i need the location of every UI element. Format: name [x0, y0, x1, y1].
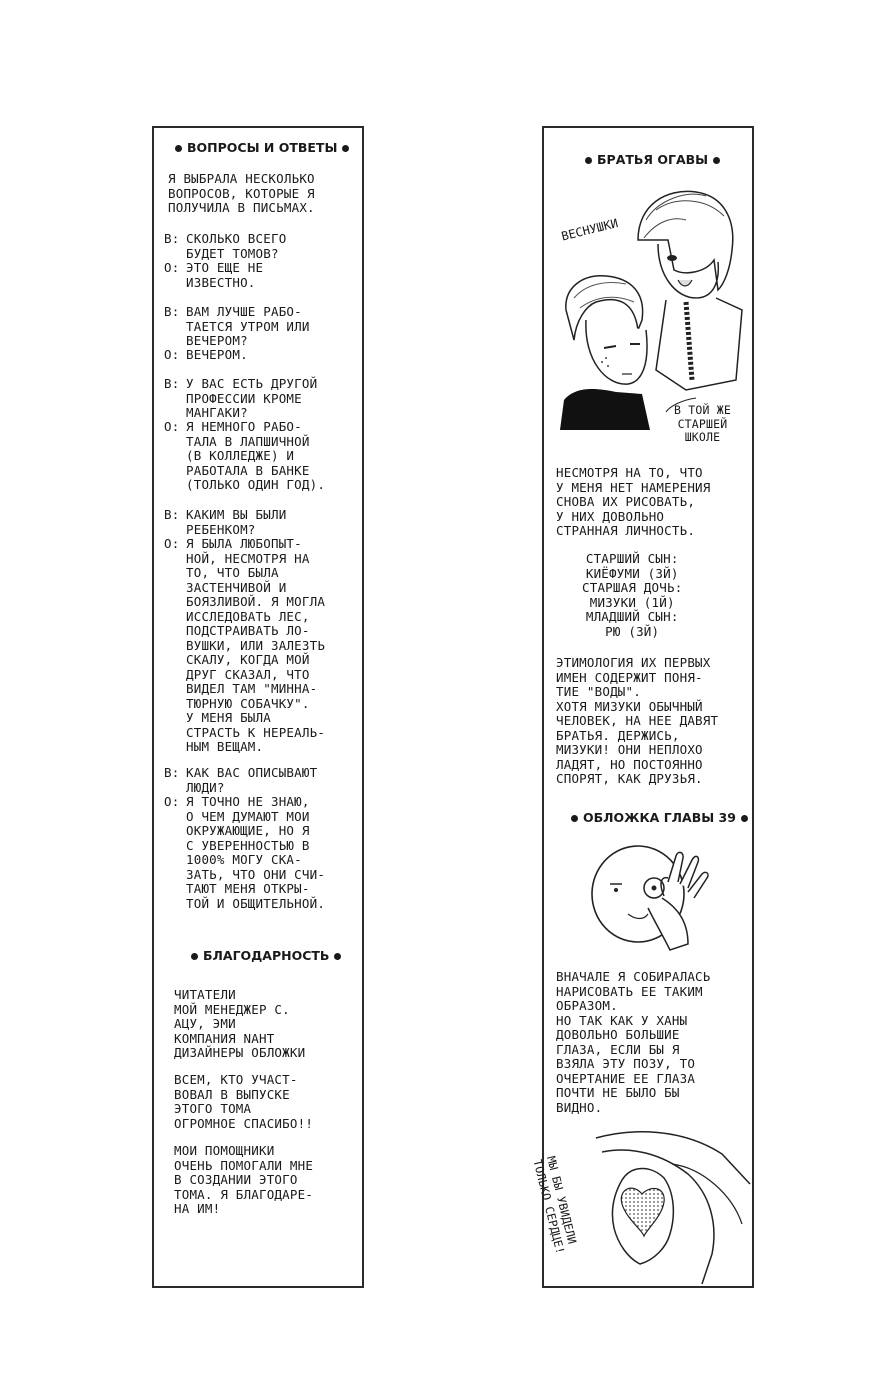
- question-5: КАК ВАС ОПИСЫВАЮТ ЛЮДИ?: [186, 765, 318, 795]
- a-label: О:: [164, 536, 180, 551]
- bullet-icon: [741, 815, 748, 822]
- answer-1: ЭТО ЕЩЕ НЕ ИЗВЕСТНО.: [186, 260, 264, 290]
- answer-5: Я ТОЧНО НЕ ЗНАЮ, О ЧЕМ ДУМАЮТ МОИ ОКРУЖАЮЩИЕ, НО Я С УВЕРЕННОСТЬЮ В 1000% МОГУ СКА- ЗАТЬ, ЧТО ОНИ СЧИ- ТАЮТ МЕНЯ ОТКРЫ- ТОЙ И ОБЩИТЕЛЬНОЙ.: [186, 794, 326, 911]
- cover-header: ОБЛОЖКА ГЛАВЫ 39: [566, 810, 753, 825]
- question-3: У ВАС ЕСТЬ ДРУГОЙ ПРОФЕССИИ КРОМЕ МАНГАКИ?: [186, 376, 318, 420]
- q-label: В:: [164, 231, 180, 246]
- brothers-header: БРАТЬЯ ОГАВЫ: [580, 152, 725, 167]
- q-label: В:: [164, 507, 180, 522]
- bullet-icon: [342, 145, 349, 152]
- q-label: В:: [164, 765, 180, 780]
- answer-2: ВЕЧЕРОМ.: [186, 347, 248, 362]
- bullet-icon: [334, 953, 341, 960]
- bullet-icon: [571, 815, 578, 822]
- thanks-paragraph-1: ВСЕМ, КТО УЧАСТ- ВОВАЛ В ВЫПУСКЕ ЭТОГО ТОМА ОГРОМНОЕ СПАСИБО!!: [174, 1072, 314, 1131]
- thanks-header: БЛАГОДАРНОСТЬ: [186, 948, 346, 963]
- freckles-label: ВЕСНУШКИ: [560, 216, 620, 244]
- question-1: СКОЛЬКО ВСЕГО БУДЕТ ТОМОВ?: [186, 231, 287, 261]
- a-label: О:: [164, 419, 180, 434]
- bullet-icon: [191, 953, 198, 960]
- question-2: ВАМ ЛУЧШЕ РАБО- ТАЕТСЯ УТРОМ ИЛИ ВЕЧЕРОМ?: [186, 304, 310, 348]
- answer-3: Я НЕМНОГО РАБО- ТАЛА В ЛАПШИЧНОЙ (В КОЛЛЕДЖЕ) И РАБОТАЛА В БАНКЕ (ТОЛЬКО ОДИН ГОД).: [186, 419, 326, 492]
- q-label: В:: [164, 304, 180, 319]
- left-column: [152, 126, 364, 1288]
- a-label: О:: [164, 794, 180, 809]
- brothers-paragraph-1: НЕСМОТРЯ НА ТО, ЧТО У МЕНЯ НЕТ НАМЕРЕНИЯ СНОВА ИХ РИСОВАТЬ, У НИХ ДОВОЛЬНО СТРАННАЯ ЛИЧНОСТЬ.: [556, 465, 711, 538]
- heart-hands-sketch: [592, 1124, 752, 1284]
- question-4: КАКИМ ВЫ БЫЛИ РЕБЕНКОМ?: [186, 507, 287, 537]
- bullet-icon: [713, 157, 720, 164]
- a-label: О:: [164, 347, 180, 362]
- qa-header: ВОПРОСЫ И ОТВЕТЫ: [170, 140, 354, 155]
- thanks-list: ЧИТАТЕЛИ МОЙ МЕНЕДЖЕР С. АЦУ, ЭМИ КОМПАНИЯ NAHT ДИЗАЙНЕРЫ ОБЛОЖКИ: [174, 987, 306, 1060]
- ogawa-brothers-illustration: [546, 180, 754, 430]
- thanks-paragraph-2: МОИ ПОМОЩНИКИ ОЧЕНЬ ПОМОГАЛИ МНЕ В СОЗДАНИИ ЭТОГО ТОМА. Я БЛАГОДАРЕ- НА ИМ!: [174, 1143, 314, 1216]
- same-school-label: В ТОЙ ЖЕ СТАРШЕЙ ШКОЛЕ: [674, 403, 731, 444]
- a-label: О:: [164, 260, 180, 275]
- answer-4: Я БЫЛА ЛЮБОПЫТ- НОЙ, НЕСМОТРЯ НА ТО, ЧТО БЫЛА ЗАСТЕНЧИВОЙ И БОЯЗЛИВОЙ. Я МОГЛА ИССЛЕДОВАТЬ ЛЕС, ПОДСТРАИВАТЬ ЛО- ВУШКИ, ИЛИ ЗАЛЕЗТЬ СКАЛУ, КОГДА МОЙ ДРУГ СКАЗАЛ, ЧТО ВИДЕЛ ТАМ "МИННА- ТЮРНУЮ СОБАЧКУ". У МЕНЯ БЫЛА СТРАСТЬ К НЕРЕАЛЬ- НЫМ ВЕЩАМ.: [186, 536, 326, 754]
- cover-paragraph: ВНАЧАЛЕ Я СОБИРАЛАСЬ НАРИСОВАТЬ ЕЕ ТАКИМ ОБРАЗОМ. НО ТАК КАК У ХАНЫ ДОВОЛЬНО БОЛЬШИЕ ГЛАЗА, ЕСЛИ БЫ Я ВЗЯЛА ЭТУ ПОЗУ, ТО ОЧЕРТАНИЕ ЕЕ ГЛАЗА ПОЧТИ НЕ БЫЛО БЫ ВИДНО.: [556, 969, 711, 1115]
- brothers-paragraph-2: ЭТИМОЛОГИЯ ИХ ПЕРВЫХ ИМЕН СОДЕРЖИТ ПОНЯ- ТИЕ "ВОДЫ". ХОТЯ МИЗУКИ ОБЫЧНЫЙ ЧЕЛОВЕК, НА НЕЕ ДАВЯТ БРАТЬЯ. ДЕРЖИСЬ, МИЗУКИ! ОНИ НЕПЛОХО ЛАДЯТ, НО ПОСТОЯННО СПОРЯТ, КАК ДРУЗЬЯ.: [556, 655, 719, 786]
- bullet-icon: [585, 157, 592, 164]
- heart-caption: МЫ БЫ УВИДЕЛИ ТОЛЬКО СЕРДЦЕ!: [530, 1154, 580, 1256]
- right-column: [530, 126, 754, 1288]
- bullet-icon: [175, 145, 182, 152]
- qa-intro: Я ВЫБРАЛА НЕСКОЛЬКО ВОПРОСОВ, КОТОРЫЕ Я ПОЛУЧИЛА В ПИСЬМАХ.: [168, 171, 315, 215]
- ok-gesture-face-sketch: [588, 838, 718, 953]
- q-label: В:: [164, 376, 180, 391]
- siblings-list: СТАРШИЙ СЫН: КИЁФУМИ (3Й) СТАРШАЯ ДОЧЬ: МИЗУКИ (1Й) МЛАДШИЙ СЫН: РЮ (3Й): [582, 551, 683, 639]
